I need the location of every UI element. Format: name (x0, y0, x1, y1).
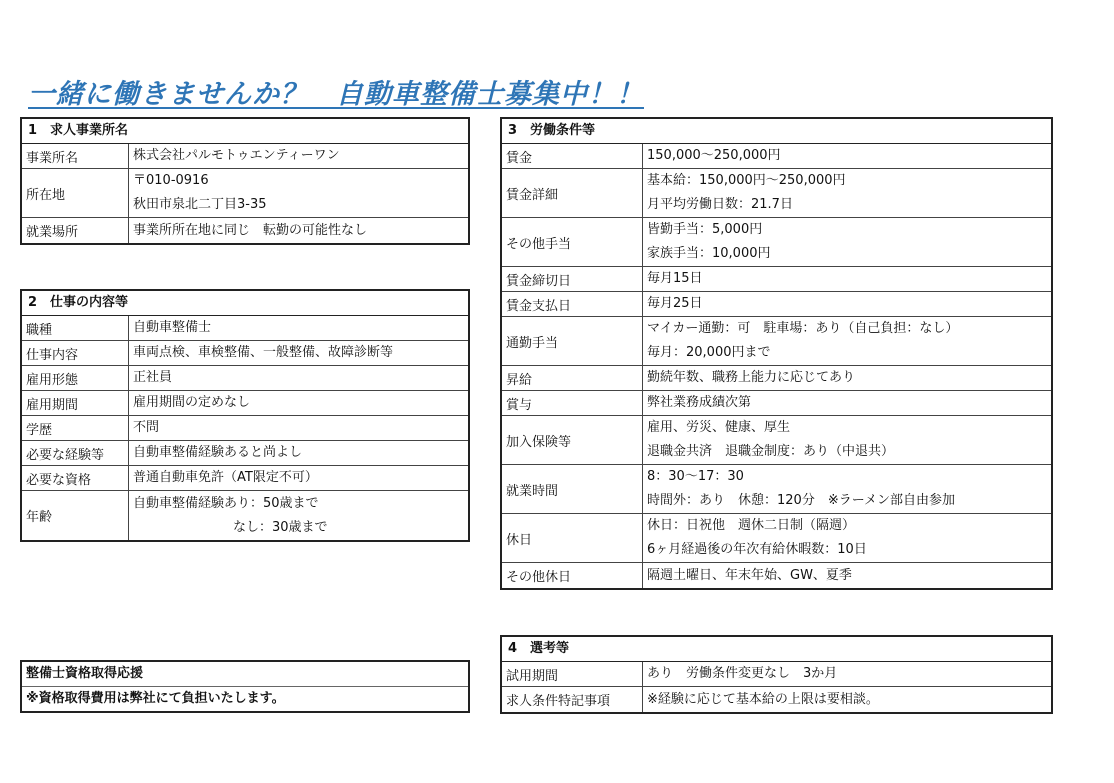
row-label: 昇給 (502, 366, 643, 390)
value-line: 家族手当：10,000円 (647, 246, 771, 261)
page-title: 一緒に働きませんか？ 自動車整備士募集中！！ (28, 79, 644, 110)
table-row (22, 366, 468, 391)
row-label: 休日 (502, 514, 643, 562)
value-line: 雇用、労災、健康、厚生 (647, 420, 791, 435)
row-label: 賃金締切日 (502, 267, 643, 291)
row-label: 加入保険等 (502, 416, 643, 464)
table-row (502, 267, 1051, 292)
value-line: 6ヶ月経過後の年次有給休暇数：10日 (647, 542, 867, 557)
row-label: 雇用期間 (22, 391, 129, 415)
row-value (129, 341, 393, 365)
value-line: 弊社業務成績次第 (647, 395, 752, 410)
value-line: 勤続年数、職務上能力に応じてあり (647, 370, 856, 385)
row-label: 求人条件特記事項 (502, 687, 643, 712)
table-row (22, 341, 468, 366)
row-label: 雇用形態 (22, 366, 129, 390)
value-line: 8：30～17：30 (647, 469, 744, 484)
row-value (643, 218, 771, 266)
table-row (502, 292, 1051, 317)
row-value (129, 416, 159, 440)
row-label: その他休日 (502, 563, 643, 588)
value-line: 基本給：150,000円～250,000円 (647, 173, 846, 188)
row-value (643, 169, 846, 217)
table-row (502, 563, 1051, 588)
table-row (502, 169, 1051, 218)
row-label: 必要な資格 (22, 466, 129, 490)
row-value (643, 366, 855, 390)
table-row (502, 465, 1051, 514)
value-line: 株式会社パルモトゥエンティーワン (133, 148, 340, 163)
value-line: 休日：日祝他 週休二日制（隔週） (647, 518, 856, 533)
row-label: 試用期間 (502, 662, 643, 686)
employer-section-heading: 1 求人事業所名 (22, 119, 468, 144)
job-content-section-heading: 2 仕事の内容等 (22, 291, 468, 316)
table-row (502, 366, 1051, 391)
row-value (129, 466, 318, 490)
selection-section-heading: 4 選考等 (502, 637, 1051, 662)
employer-section (20, 117, 470, 245)
table-row (502, 317, 1051, 366)
value-line: 毎月25日 (647, 296, 703, 311)
value-line: マイカー通勤：可 駐車場：あり（自己負担：なし） (647, 321, 959, 336)
table-row (502, 416, 1051, 465)
table-row (502, 687, 1051, 712)
value-line: 退職金共済 退職金制度：あり（中退共） (647, 444, 895, 459)
value-line: 月平均労働日数：21.7日 (647, 197, 793, 212)
working-conditions-section (500, 117, 1053, 590)
row-label: 通勤手当 (502, 317, 643, 365)
row-value (643, 563, 852, 588)
value-line: 皆勤手当：5,000円 (647, 222, 763, 237)
value-line: 不問 (133, 420, 160, 435)
row-label: 所在地 (22, 169, 129, 217)
row-label: 賃金支払日 (502, 292, 643, 316)
row-value (643, 514, 867, 562)
row-value (643, 687, 879, 712)
job-content-section (20, 289, 470, 542)
row-label: 年齢 (22, 491, 129, 540)
table-row (502, 218, 1051, 267)
table-row (502, 662, 1051, 687)
table-row (22, 441, 468, 466)
support-text: ※資格取得費用は弊社にて負担いたします。 (22, 686, 468, 711)
row-value (643, 416, 894, 464)
row-value (643, 391, 751, 415)
value-line: 〒010-0916 (133, 173, 209, 188)
value-line: 車両点検、車検整備、一般整備、故障診断等 (133, 345, 394, 360)
table-row (22, 391, 468, 416)
row-value (129, 366, 172, 390)
value-line: 150,000～250,000円 (647, 148, 781, 163)
row-label: 必要な経験等 (22, 441, 129, 465)
row-label: その他手当 (502, 218, 643, 266)
table-row (502, 514, 1051, 563)
row-value (129, 391, 250, 415)
row-label: 就業場所 (22, 218, 129, 243)
row-value (643, 317, 958, 365)
value-line: ※経験に応じて基本給の上限は要相談。 (647, 691, 879, 707)
row-label: 就業時間 (502, 465, 643, 513)
support-heading: 整備士資格取得応援 (26, 666, 144, 681)
value-line: 毎月：20,000円まで (647, 345, 771, 360)
value-line: 自動車整備経験あり：50歳まで (133, 495, 319, 511)
row-value (129, 169, 267, 217)
value-line: 毎月15日 (647, 271, 703, 286)
row-value (129, 491, 328, 540)
table-row (502, 391, 1051, 416)
row-value (643, 465, 955, 513)
row-value (643, 292, 703, 316)
row-value (129, 441, 302, 465)
row-value (643, 662, 837, 686)
row-label: 賃金詳細 (502, 169, 643, 217)
row-label: 職種 (22, 316, 129, 340)
value-line: 雇用期間の定めなし (133, 395, 251, 410)
value-line: 秋田市泉北二丁目3-35 (133, 197, 267, 212)
value-line: 事業所所在地に同じ 転勤の可能性なし (133, 222, 368, 238)
value-line: なし：30歳まで (233, 519, 328, 535)
working-conditions-section-heading: 3 労働条件等 (502, 119, 1051, 144)
table-row (22, 466, 468, 491)
row-label: 賃金 (502, 144, 643, 168)
row-label: 賞与 (502, 391, 643, 415)
row-value (129, 316, 211, 340)
row-label: 学歴 (22, 416, 129, 440)
value-line: 隔週土曜日、年末年始、GW、夏季 (647, 567, 852, 583)
value-line: 自動車整備士 (133, 320, 212, 335)
table-row (22, 144, 468, 169)
qualification-support-section (20, 660, 470, 713)
value-line: 普通自動車免許（AT限定不可） (133, 470, 318, 485)
table-row (22, 316, 468, 341)
value-line: 時間外：あり 休憩：120分 ※ラーメン部自由参加 (647, 493, 956, 508)
table-row (22, 169, 468, 218)
value-line: 自動車整備経験あると尚よし (133, 445, 303, 460)
row-label: 仕事内容 (22, 341, 129, 365)
table-row (22, 416, 468, 441)
row-value (129, 218, 367, 243)
row-value (643, 267, 703, 291)
value-line: あり 労働条件変更なし 3か月 (647, 666, 838, 681)
table-row (502, 144, 1051, 169)
row-label: 事業所名 (22, 144, 129, 168)
row-value (129, 144, 340, 168)
value-line: 正社員 (133, 370, 173, 385)
row-value (643, 144, 781, 168)
table-row (22, 218, 468, 243)
table-row (22, 491, 468, 540)
selection-section (500, 635, 1053, 714)
